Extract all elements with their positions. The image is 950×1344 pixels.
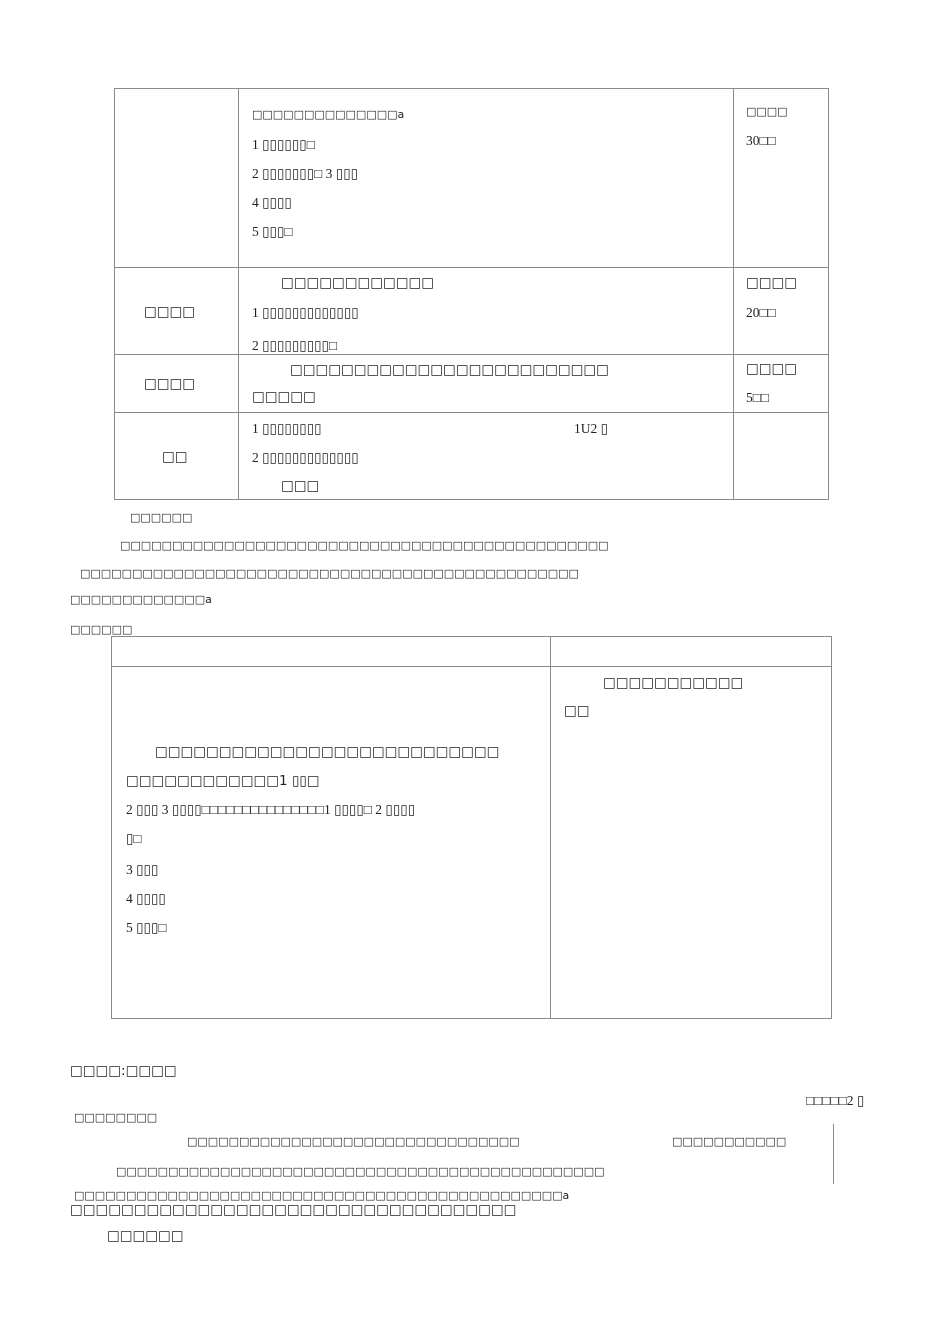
footer-line-right: □□□□□□□□□□□: [672, 1135, 787, 1148]
cell-line: 3 ▯▯▯: [126, 862, 159, 877]
cell-line: 2 ▯▯▯ 3 ▯▯▯▯□□□□□□□□□□□□□□□1 ▯▯▯▯□ 2 ▯▯▯▯: [126, 802, 416, 817]
paragraph-line: □□□□□□□□□□□□□□□□□□□□□□□□□□□□□□□□□□□□□□□□□□□□□□□□: [80, 567, 579, 580]
cell-line: □□□□□□□□□□□□□□□□□□□□□□□□□□□: [155, 744, 500, 760]
cell-line: 5 ▯▯▯□: [126, 920, 167, 935]
row-content-line: □□□□□□□□□□□□□□a: [252, 108, 405, 121]
table-column-divider: [733, 88, 734, 500]
table-header-divider: [111, 666, 832, 667]
table-row-divider: [114, 412, 829, 413]
row-content-line: 2 ▯▯▯▯▯▯▯▯▯□: [252, 338, 338, 353]
cell-line: □□□□□□□□□□□: [603, 675, 744, 691]
row-content-line: 1 ▯▯▯▯▯▯□: [252, 137, 315, 152]
row-content-line: 5 ▯▯▯□: [252, 224, 293, 239]
footer-line: □□□□□□□□□□□□□□□□□□□□□□□□□□□□□□□□□□□□□□□□□□□□□□□: [116, 1165, 605, 1178]
row-content-line: 2 ▯▯▯▯▯▯▯▯▯▯▯▯▯: [252, 450, 359, 465]
table-column-divider: [238, 88, 239, 500]
footer-line: □□□□□□□□□□□□□□□□□□□□□□□□□□□□□□□□: [187, 1135, 520, 1148]
footer-sub-heading: □□□□□□□□: [74, 1111, 158, 1124]
table-border: [831, 636, 832, 1019]
row-content-line: □□□□□: [252, 389, 316, 405]
row-content-line: 4 ▯▯▯▯: [252, 195, 292, 210]
row-label: □□: [162, 449, 188, 465]
row-label: □□□□: [144, 376, 196, 392]
page-label: □□□□□2 ▯: [806, 1093, 865, 1108]
row-content-line: □□□□□□□□□□□□: [281, 275, 435, 291]
table-column-divider: [550, 636, 551, 1019]
table-border: [111, 636, 832, 637]
row-content-line: □□□: [281, 478, 320, 494]
cell-line: ▯□: [126, 831, 142, 846]
margin-rule: [833, 1124, 834, 1184]
footer-line: □□□□□□□□□□□□□□□□□□□□□□□□□□□□□□□□□□□: [70, 1202, 517, 1218]
row-time-value: 5□□: [746, 390, 770, 405]
row-time-label: □□□□: [746, 361, 798, 377]
row-time-value: 20□□: [746, 305, 776, 320]
table-row-divider: [114, 267, 829, 268]
cell-line: □□□□□□□□□□□□1 ▯▯□: [126, 773, 320, 789]
table-border: [114, 88, 829, 89]
table-border: [111, 1018, 832, 1019]
row-content-line: □□□□□□□□□□□□□□□□□□□□□□□□□: [290, 362, 609, 378]
row-content-right: 1U2 ▯: [574, 421, 609, 436]
cell-line: □□: [564, 703, 590, 719]
row-time-value: 30□□: [746, 133, 776, 148]
table-caption: □□□□□□: [70, 623, 133, 636]
table-row-divider: [114, 354, 829, 355]
footer-line: □□□□□□□□□□□□□□□□□□□□□□□□□□□□□□□□□□□□□□□□□□□□□□□a: [74, 1189, 570, 1202]
cell-line: 4 ▯▯▯▯: [126, 891, 166, 906]
row-content-line: 2 ▯▯▯▯▯▯▯□ 3 ▯▯▯: [252, 166, 359, 181]
row-time-label: □□□□: [746, 275, 798, 291]
footer-line: □□□□□□: [107, 1228, 184, 1244]
paragraph-line: □□□□□□□□□□□□□a: [70, 593, 212, 606]
row-content-line: 1 ▯▯▯▯▯▯▯▯: [252, 421, 322, 436]
row-time-label: □□□□: [746, 105, 788, 118]
footer-heading: □□□□:□□□□: [70, 1063, 177, 1079]
row-content-line: 1 ▯▯▯▯▯▯▯▯▯▯▯▯▯: [252, 305, 359, 320]
table-border: [114, 499, 829, 500]
table-border: [111, 636, 112, 1019]
table-border: [114, 88, 115, 500]
row-label: □□□□: [144, 304, 196, 320]
table-border: [828, 88, 829, 500]
paragraph-line: □□□□□□□□□□□□□□□□□□□□□□□□□□□□□□□□□□□□□□□□□□□□□□□: [120, 539, 609, 552]
section-heading: □□□□□□: [130, 511, 193, 524]
